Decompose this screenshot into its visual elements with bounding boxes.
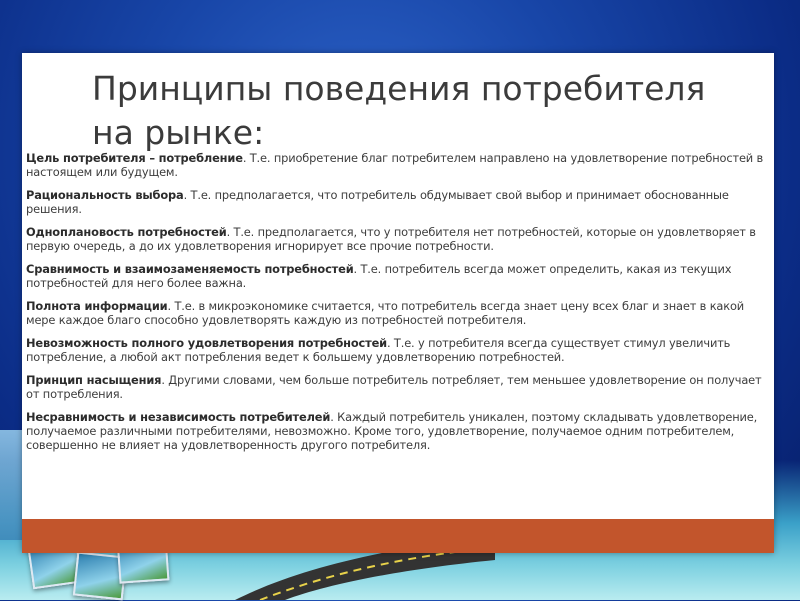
principle-text: . Т.е. в микроэкономике считается, что потребитель всегда знает цену всех благ и знает в какой мере каждое благо способно удовлетворять каждую из потребностей потребителя. [26,299,745,327]
principle-heading: Сравнимость и взаимозаменяемость потребностей [26,262,354,276]
principle-heading: Цель потребителя – потребление [26,151,243,165]
principle-text: . Т.е. потребитель всегда может определить, какая из текущих потребностей для него более важна. [26,262,732,290]
principle-heading: Принцип насыщения [26,373,162,387]
principle-heading: Несравнимость и независимость потребителей [26,410,331,424]
principle-item [26,262,774,290]
principle-item [26,188,774,216]
principle-heading: Полнота информации [26,299,168,313]
principle-heading: Рациональность выбора [26,188,184,202]
principles-list [26,151,774,461]
slide [22,53,774,553]
principle-item [26,410,774,452]
principle-text: . Т.е. приобретение благ потребителем направлено на удовлетворение потребностей в настоящем или будущем. [26,151,764,179]
principle-item [26,151,774,179]
principle-text: . Т.е. предполагается, что у потребителя нет потребностей, которые он удовлетворяет в первую очередь, а до их удовлетворения игнорирует все прочие потребности. [26,225,756,253]
principle-item [26,225,774,253]
principle-heading: Невозможность полного удовлетворения потребностей [26,336,387,350]
principle-heading: Одноплановость потребностей [26,225,227,239]
principle-item [26,299,774,327]
principle-text: . Другими словами, чем больше потребитель потребляет, тем меньшее удовлетворение он получает от потребления. [26,373,762,401]
principle-text: . Т.е. предполагается, что потребитель обдумывает свой выбор и принимает обоснованные решения. [26,188,729,216]
footer-bar [22,519,774,553]
principle-item [26,336,774,364]
principle-item [26,373,774,401]
principle-text: . Каждый потребитель уникален, поэтому складывать удовлетворение, получаемое различными потребителями, невозможно. Кроме того, удовлетворение, получаемое одним потребителем, совершенно не влияет на удовлетворенность другого потребителя. [26,410,758,452]
slide-title: Принципы поведения потребителя на рынке: [92,69,706,152]
principle-text: . Т.е. у потребителя всегда существует стимул увеличить потребление, а любой акт потребления ведет к большему удовлетворению потребностей. [26,336,731,364]
city-skyline-image [0,430,24,540]
